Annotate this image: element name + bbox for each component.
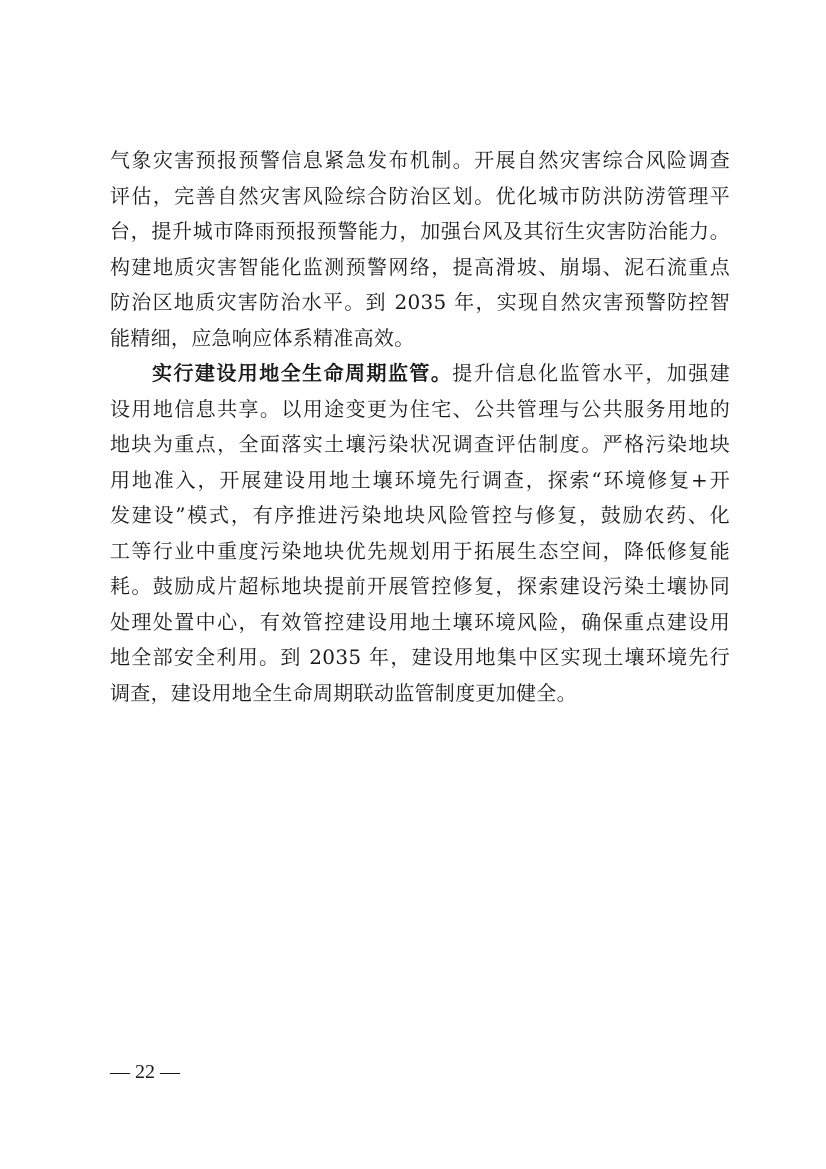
text-line: 耗。鼓励成片超标地块提前开展管控修复，探索建设污染土壤协同 xyxy=(110,574,730,598)
text-line: 构建地质灾害智能化监测预警网络，提高滑坡、崩塌、泥石流重点 xyxy=(110,254,730,279)
text-line: 发建设”模式，有序推进污染地块风险管控与修复，鼓励农药、化 xyxy=(110,503,730,527)
text-line: 能精细，应急响应体系精准高效。 xyxy=(110,325,415,350)
text-line: 用地准入，开展建设用地土壤环境先行调查，探索“环境修复+开 xyxy=(110,467,730,492)
text-line: 防治区地质灾害防治水平。到 2035 年，实现自然灾害预警防控智 xyxy=(110,290,730,314)
paragraph-2 xyxy=(110,356,730,711)
text-line: 地全部安全利用。到 2035 年，建设用地集中区实现土壤环境先行 xyxy=(110,645,730,669)
text-line: 调查，建设用地全生命周期联动监管制度更加健全。 xyxy=(110,680,577,705)
paragraph-heading: 实行建设用地全生命周期监管。 xyxy=(152,361,453,385)
text-line: 气象灾害预报预警信息紧急发布机制。开展自然灾害综合风险调查 xyxy=(110,148,730,172)
text-line: 处理处置中心，有效管控建设用地土壤环境风险，确保重点建设用 xyxy=(110,609,730,634)
text-line: 地块为重点，全面落实土壤污染状况调查评估制度。严格污染地块 xyxy=(110,432,730,456)
document-body xyxy=(110,143,730,711)
text-line: 台，提升城市降雨预报预警能力，加强台风及其衍生灾害防治能力。 xyxy=(110,219,730,243)
paragraph-1 xyxy=(110,143,730,356)
text-segment: 提升信息化监管水平，加强建 xyxy=(452,361,730,385)
text-line: 设用地信息共享。以用途变更为住宅、公共管理与公共服务用地的 xyxy=(110,396,730,421)
text-line: 评估，完善自然灾害风险综合防治区划。优化城市防洪防涝管理平 xyxy=(110,183,730,208)
page-number: — 22 — xyxy=(110,1061,180,1083)
paragraph-first-line xyxy=(110,356,730,392)
text-line: 工等行业中重度污染地块优先规划用于拓展生态空间，降低修复能 xyxy=(110,538,730,563)
